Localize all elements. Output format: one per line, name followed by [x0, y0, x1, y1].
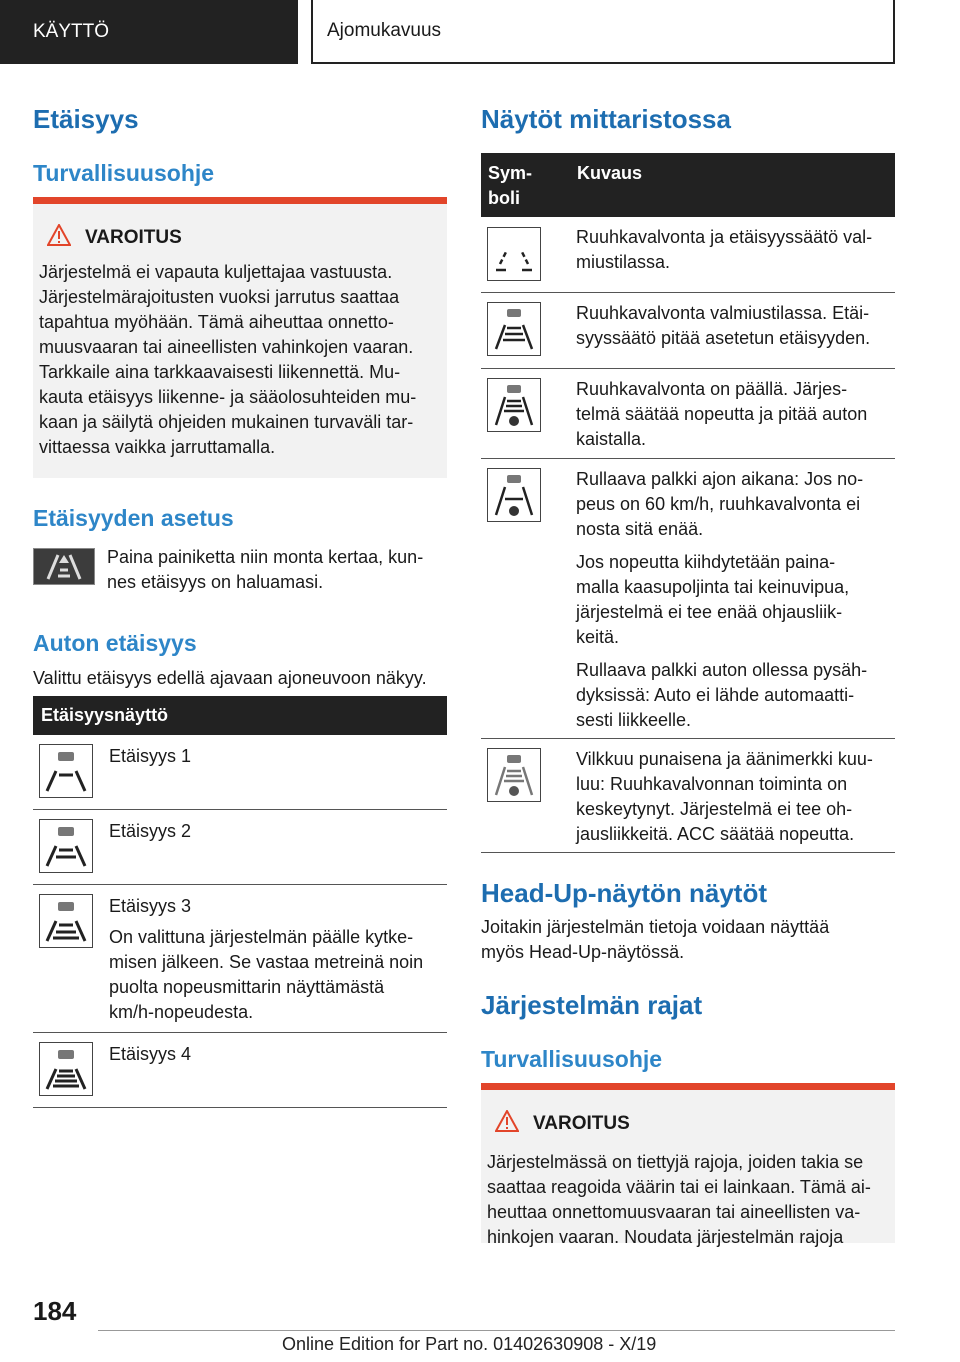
footer-divider [98, 1330, 895, 1331]
distance-button-icon [33, 548, 95, 585]
row-description [576, 377, 895, 452]
warning-text [487, 1150, 887, 1250]
lane-monitor-standby-icon [487, 227, 541, 281]
warning-line: muusvaaran tai aineellisten vahinkojen vaaran. [39, 337, 414, 357]
description-line: keskeytynyt. Järjestelmä ei tee oh- [576, 799, 853, 819]
description-line: Jos nopeutta kiihdytetään paina- [576, 552, 836, 572]
description-line: Ruuhkavalvonta on päällä. Järjes- [576, 379, 848, 399]
description-line: nosta sitä enää. [576, 519, 704, 539]
warning-line: saattaa reagoida väärin tai ei lainkaan. Tämä ai- [487, 1177, 871, 1197]
auto-distance-heading: Auton etäisyys [33, 630, 197, 656]
symbols-table-header [481, 153, 895, 217]
setting-heading: Etäisyyden asetus [33, 505, 234, 531]
warning-line: heuttaa onnettomuusvaaran tai aineellisten va- [487, 1202, 861, 1222]
table-row [33, 735, 447, 810]
table-row [481, 369, 895, 459]
hud-heading: Head-Up-näytön näytöt [481, 878, 767, 908]
row-description [576, 467, 895, 733]
description-line: Vilkkuu punaisena ja äänimerkki kuu- [576, 749, 873, 769]
row-label: Etäisyys 1 [109, 746, 192, 766]
section-tab[interactable]: KÄYTTÖ [0, 0, 298, 64]
hud-line: myös Head-Up-näytössä. [481, 942, 685, 962]
table-row [481, 739, 895, 853]
safety-heading: Turvallisuusohje [33, 160, 215, 186]
table-row [481, 293, 895, 369]
warning-label-text: VAROITUS [85, 227, 182, 248]
row-label: Etäisyys 3 [109, 896, 192, 916]
warning-line: hinkojen vaaran. Noudata järjestelmän rajoja [487, 1227, 844, 1247]
distance-table-header: Etäisyysnäyttö [33, 696, 447, 735]
column-header-symbol: Sym- [488, 163, 533, 183]
page-header [0, 0, 960, 66]
table-row [33, 810, 447, 885]
row-description [576, 225, 895, 275]
table-row [481, 217, 895, 293]
limits-heading: Järjestelmän rajat [481, 990, 703, 1020]
warning-box [481, 1083, 895, 1247]
warning-line: Järjestelmä ei vapauta kuljettajaa vastuusta. [39, 262, 393, 282]
row-label: Etäisyys 4 [109, 1044, 192, 1064]
row-description [109, 925, 447, 1025]
warning-line: Järjestelmärajoitusten vuoksi jarrutus saattaa [39, 287, 400, 307]
lane-monitor-active-icon [487, 378, 541, 432]
description-line: keitä. [576, 627, 620, 647]
warning-line: tapahtua myöhään. Tämä aiheuttaa onnetto- [39, 312, 394, 332]
description-line: jausliikkeitä. ACC säätää nopeutta. [576, 824, 855, 844]
column-header-symbol: boli [488, 188, 520, 208]
safety-heading: Turvallisuusohje [481, 1046, 663, 1072]
description-line: miustilassa. [576, 252, 671, 272]
description-line: syyssäätö pitää asetetun etäisyyden. [576, 328, 871, 348]
table-row [33, 885, 447, 1033]
distance-1-icon [39, 744, 93, 798]
description-line: Ruuhkavalvonta valmiustilassa. Etäi- [576, 303, 870, 323]
description-line: peus on 60 km/h, ruuhkavalvonta ei [576, 494, 861, 514]
description-line: kaistalla. [576, 429, 647, 449]
description-line: On valittuna järjestelmän päälle kytke- [109, 927, 414, 947]
description-line: Rullaava palkki auton ollessa pysäh- [576, 660, 868, 680]
hud-text [481, 915, 895, 965]
table-row [481, 459, 895, 739]
warning-line: Tarkkaile aina tarkkaavaisesti liikennettä. Mu- [39, 362, 401, 382]
edition-note: Online Edition for Part no. 01402630908 - X/19 [282, 1334, 657, 1354]
description-line: Ruuhkavalvonta ja etäisyyssäätö val- [576, 227, 873, 247]
lane-monitor-rolling-bar-icon [487, 468, 541, 522]
warning-triangle-icon [495, 1110, 519, 1138]
description-line: Rullaava palkki ajon aikana: Jos no- [576, 469, 864, 489]
warning-label [47, 224, 182, 252]
section-title: Näytöt mittaristossa [481, 104, 731, 134]
warning-box [33, 197, 447, 478]
distance-4-icon [39, 1042, 93, 1096]
page-number: 184 [33, 1296, 77, 1326]
distance-3-icon [39, 894, 93, 948]
warning-label [495, 1110, 630, 1138]
warning-triangle-icon [47, 224, 71, 252]
description-line: telmä säätää nopeutta ja pitää auton [576, 404, 868, 424]
setting-line: nes etäisyys on haluamasi. [107, 572, 324, 592]
chapter-tab[interactable]: Ajomukavuus [311, 0, 895, 64]
setting-line: Paina painiketta niin monta kertaa, kun- [107, 547, 424, 567]
hud-line: Joitakin järjestelmän tietoja voidaan näyttää [481, 917, 830, 937]
lane-monitor-red-blink-icon [487, 748, 541, 802]
description-line: malla kaasupoljinta tai keinuvipua, [576, 577, 850, 597]
warning-line: kaan ja säilytä ohjeiden mukainen turvaväli tar- [39, 412, 414, 432]
description-line: puolta nopeusmittarin näyttämästä [109, 977, 385, 997]
lane-monitor-ready-icon [487, 302, 541, 356]
warning-label-text: VAROITUS [533, 1113, 630, 1134]
warning-text [39, 260, 439, 460]
description-line: sesti liikkeelle. [576, 710, 692, 730]
description-line: dyksissä: Auto ei lähde automaatti- [576, 685, 855, 705]
row-description [576, 747, 895, 847]
warning-line: vittaessa vaikka jarruttamalla. [39, 437, 276, 457]
description-line: järjestelmä ei tee enää ohjausliik- [576, 602, 843, 622]
description-line: km/h-nopeudesta. [109, 1002, 254, 1022]
row-description [576, 301, 895, 351]
distance-2-icon [39, 819, 93, 873]
description-line: misen jälkeen. Se vastaa metreinä noin [109, 952, 424, 972]
row-label: Etäisyys 2 [109, 821, 192, 841]
description-line: luu: Ruuhkavalvonnan toiminta on [576, 774, 848, 794]
setting-text [107, 545, 447, 595]
warning-line: kauta etäisyys liikenne- ja sääolosuhteiden mu- [39, 387, 417, 407]
table-row [33, 1033, 447, 1108]
warning-line: Järjestelmässä on tiettyjä rajoja, joiden takia se [487, 1152, 864, 1172]
section-title: Etäisyys [33, 104, 139, 134]
column-header-description: Kuvaus [577, 163, 643, 183]
auto-distance-text: Valittu etäisyys edellä ajavaan ajoneuvoon näkyy. [33, 668, 427, 688]
